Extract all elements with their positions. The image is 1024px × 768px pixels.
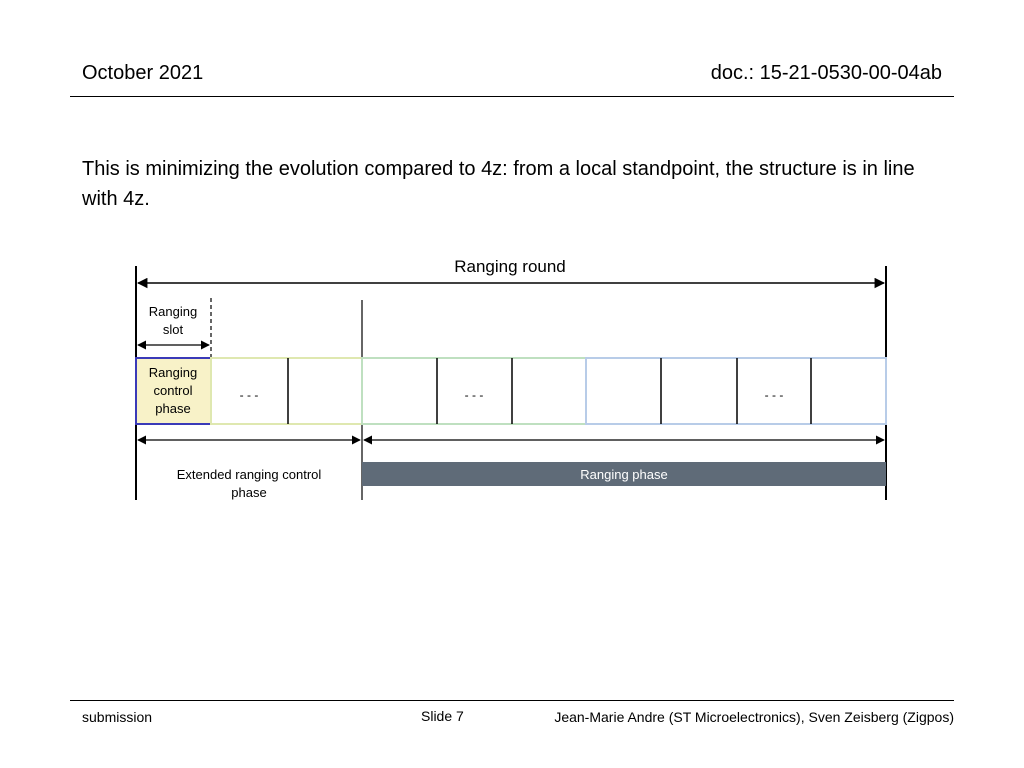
footer-divider [70, 700, 954, 701]
ranging-phase-label: Ranging phase [580, 467, 668, 482]
header-doc-id: doc.: 15-21-0530-00-04ab [710, 62, 942, 84]
control-phase-line2: control [153, 383, 193, 398]
ranging-slots-group-2 [586, 358, 886, 424]
extended-control-slots [211, 358, 362, 424]
ranging-slot-label-line2: slot [162, 322, 184, 337]
control-phase-line3: phase [155, 401, 191, 416]
footer-authors: Jean-Marie Andre (ST Microelectronics), Sven Zeisberg (Zigpos) [554, 709, 954, 725]
ranging-round-label: Ranging round [454, 257, 566, 276]
extended-control-label-line1: Extended ranging control [176, 467, 322, 482]
ranging-slot-label-line1: Ranging [148, 304, 198, 319]
control-phase-line1: Ranging [148, 365, 198, 380]
header-date: October 2021 [82, 62, 204, 84]
footer-submission: submission [82, 709, 153, 725]
ellipsis-1: - - - [239, 388, 259, 402]
footer-slide-number: Slide 7 [421, 708, 464, 724]
body-paragraph: This is minimizing the evolution compared to 4z: from a local standpoint, the structure is in line with 4z. [82, 158, 915, 210]
extended-control-label-line2: phase [231, 485, 267, 500]
ellipsis-3: - - - [764, 388, 784, 402]
ellipsis-2: - - - [464, 388, 484, 402]
